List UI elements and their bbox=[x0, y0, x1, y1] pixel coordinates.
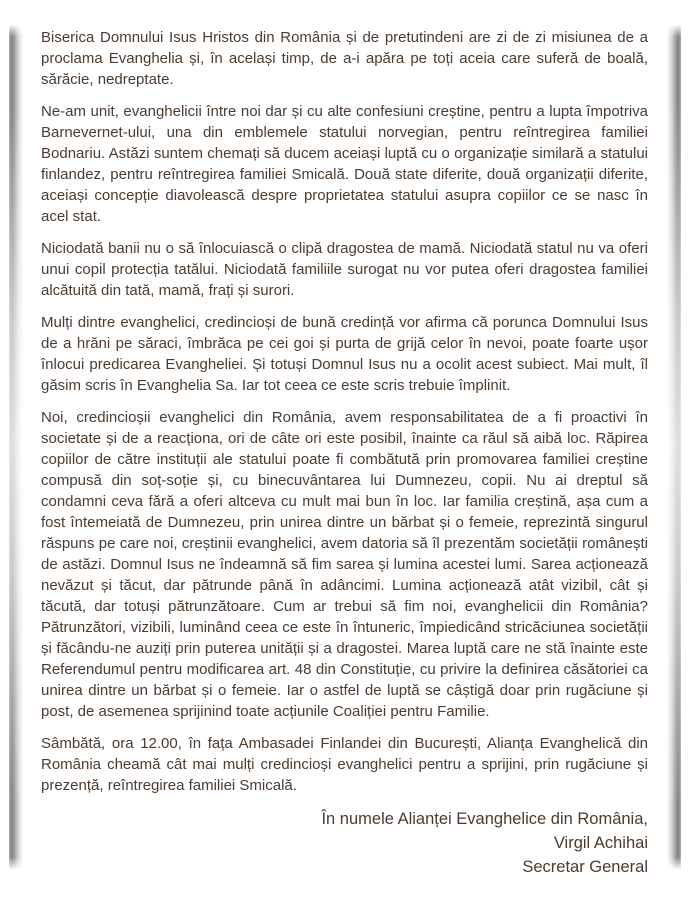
document-body bbox=[41, 27, 648, 879]
page-curl-shadow-left bbox=[9, 24, 23, 870]
signature-block bbox=[41, 807, 648, 879]
paragraph: Noi, credincioșii evanghelici din România, avem responsabilitatea de a fi proactivi în societate și de a reacționa, ori de câte ori este posibil, înainte ca răul să aibă loc. Răpirea copiilor de către instituții ale statului poate fi combătută prin promovarea familiei creștine compusă din soț-soție și, cu binecuvântarea lui Dumnezeu, copii. Nu ai dreptul să condamni ceva fără a oferi altceva cu mult mai bun în loc. Iar familia creștină, așa cum a fost întemeiată de Dumnezeu, prin unirea dintre un bărbat și o femeie, reprezintă singurul răspuns pe care noi, creștinii evanghelici, avem datoria să îl prezentăm societății românești de astăzi. Domnul Isus ne îndeamnă să fim sarea și lumina acestei lumi. Sarea acționează nevăzut și tăcut, dar pătrunde până în adâncimi. Lumina acționează atât vizibil, cât și tăcută, dar totuși pătrunzătoare. Cum ar trebui să fim noi, evanghelicii din România? Pătrunzători, vizibili, luminând ceea ce este în întuneric, împiedicând stricăciunea societății și făcându-ne auziți prin puterea unității și a dragostei. Marea luptă care ne stă înainte este Referendumul pentru modificarea art. 48 din Constituție, cu privire la definirea căsătoriei ca unirea dintre un bărbat și o femeie. Iar o astfel de luptă se câștigă doar prin rugăciune și post, de asemenea sprijinind toate acțiunile Coaliției pentru Familie. bbox=[41, 409, 648, 720]
signature-org: În numele Alianței Evanghelice din România, bbox=[321, 810, 648, 828]
paragraph: Ne-am unit, evanghelicii între noi dar și cu alte confesiuni creștine, pentru a lupta împotriva Barnevernet-ului, una din emblemele statului norvegian, pentru reîntregirea familiei Bodnariu. Astăzi suntem chemați să ducem aceiași luptă cu o organizație similară a statului finlandez, pentru reîntregirea familiei Smicală. Două state diferite, două organizații diferite, aceiași concepție diavolească despre proprietatea statului asupra copiilor ce se nasc în acel stat. bbox=[41, 103, 648, 225]
paragraph: Mulți dintre evanghelici, credincioși de bună credință vor afirma că porunca Domnului Isus de a hrăni pe săraci, îmbrăca pe cei goi și purta de grijă celor în nevoi, poate foarte ușor înlocui predicarea Evangheliei. Și totuși Domnul Isus nu a ocolit acest subiect. Mai mult, îl găsim scris în Evanghelia Sa. Iar tot ceea ce este scris trebuie împlinit. bbox=[41, 314, 648, 394]
paragraph: Niciodată banii nu o să înlocuiască o clipă dragostea de mamă. Niciodată statul nu va oferi unui copil protecția tatălui. Niciodată familiile surogat nu vor putea oferi dragostea familiei alcătuită din tată, mamă, frați și surori. bbox=[41, 240, 648, 299]
signature-title: Secretar General bbox=[522, 858, 648, 876]
paragraph: Biserica Domnului Isus Hristos din România și de pretutindeni are zi de zi misiunea de a proclama Evanghelia și, în același timp, de a-i apăra pe toți aceia care suferă de boală, sărăcie, nedreptate. bbox=[41, 29, 648, 88]
paragraph: Sâmbătă, ora 12.00, în fața Ambasadei Finlandei din București, Alianța Evanghelică din România cheamă cât mai mulți credincioși evanghelici pentru a sprijini, prin rugăciune și prezență, reîntregirea familiei Smicală. bbox=[41, 735, 648, 794]
signature-name: Virgil Achihai bbox=[553, 834, 648, 852]
page-curl-shadow-right bbox=[667, 24, 681, 870]
